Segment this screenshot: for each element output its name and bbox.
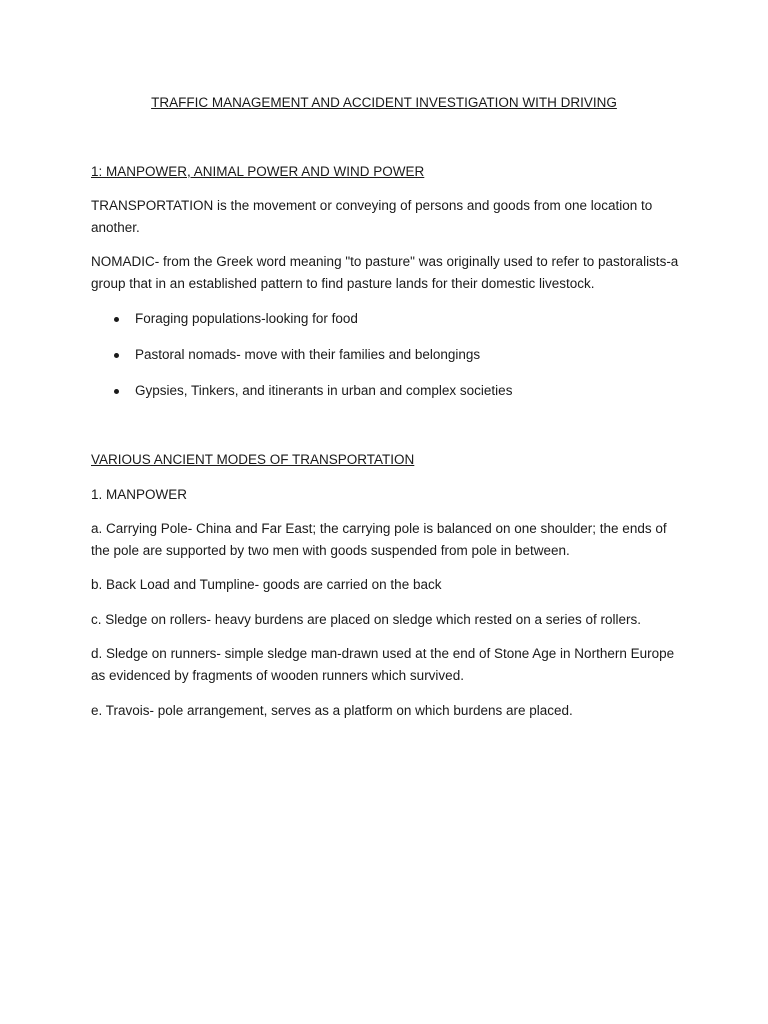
manpower-item-text: - pole arrangement, serves as a platform on which burdens are placed. xyxy=(149,703,573,718)
bullet-icon xyxy=(114,389,119,394)
manpower-item-text: heavy burdens are placed on sledge which rested on a series of rollers. xyxy=(211,612,642,627)
list-item xyxy=(91,308,681,330)
document-body xyxy=(91,92,681,722)
manpower-item xyxy=(91,574,681,596)
list-item xyxy=(91,344,681,366)
document-title: TRAFFIC MANAGEMENT AND ACCIDENT INVESTIGATION WITH DRIVING xyxy=(151,95,617,110)
list-item-text: Foraging populations-looking for food xyxy=(135,311,358,326)
list-item-text: Gypsies, Tinkers, and itinerants in urban and complex societies xyxy=(135,383,513,398)
transportation-paragraph xyxy=(91,195,681,239)
manpower-item-text: - simple sledge man-drawn used at the end of Stone Age in Northern Europe as evidenced by fragments of wooden runners which survived. xyxy=(91,646,675,683)
nomad-types-list xyxy=(91,308,681,402)
list-item-text: Pastoral nomads- move with their families and belongings xyxy=(135,347,481,362)
manpower-item-text: - China and Far East; the carrying pole is balanced on one shoulder; the ends of the pole are supported by two men with goods suspended from pole in between. xyxy=(91,521,667,558)
manpower-item-term: c. Sledge on rollers- xyxy=(91,612,212,627)
manpower-item-term: a. Carrying Pole xyxy=(91,521,188,536)
section-heading-manpower-animal-wind: 1: MANPOWER, ANIMAL POWER AND WIND POWER xyxy=(91,164,425,179)
transportation-term: TRANSPORTATION xyxy=(91,198,214,213)
nomadic-paragraph xyxy=(91,251,681,295)
manpower-item-term: e. Travois xyxy=(91,703,150,718)
manpower-item xyxy=(91,518,681,562)
manpower-item xyxy=(91,643,681,687)
manpower-subheading: 1. MANPOWER xyxy=(91,487,188,502)
nomadic-definition: - from the Greek word meaning "to pasture" was originally used to refer to pastoralists-a group that in an established pattern to find pasture lands for their domestic livestock. xyxy=(91,254,679,291)
list-item xyxy=(91,380,681,402)
section-heading-ancient-modes: VARIOUS ANCIENT MODES OF TRANSPORTATION xyxy=(91,452,415,467)
nomadic-term: NOMADIC xyxy=(91,254,155,269)
transportation-definition: is the movement or conveying of persons and goods from one location to another. xyxy=(91,198,653,235)
manpower-item-term: d. Sledge on runners xyxy=(91,646,217,661)
bullet-icon xyxy=(114,353,119,358)
manpower-item-term: b. Back Load and Tumpline xyxy=(91,577,255,592)
manpower-item-text: - goods are carried on the back xyxy=(254,577,442,592)
manpower-item xyxy=(91,609,681,631)
bullet-icon xyxy=(114,317,119,322)
manpower-item xyxy=(91,700,681,722)
